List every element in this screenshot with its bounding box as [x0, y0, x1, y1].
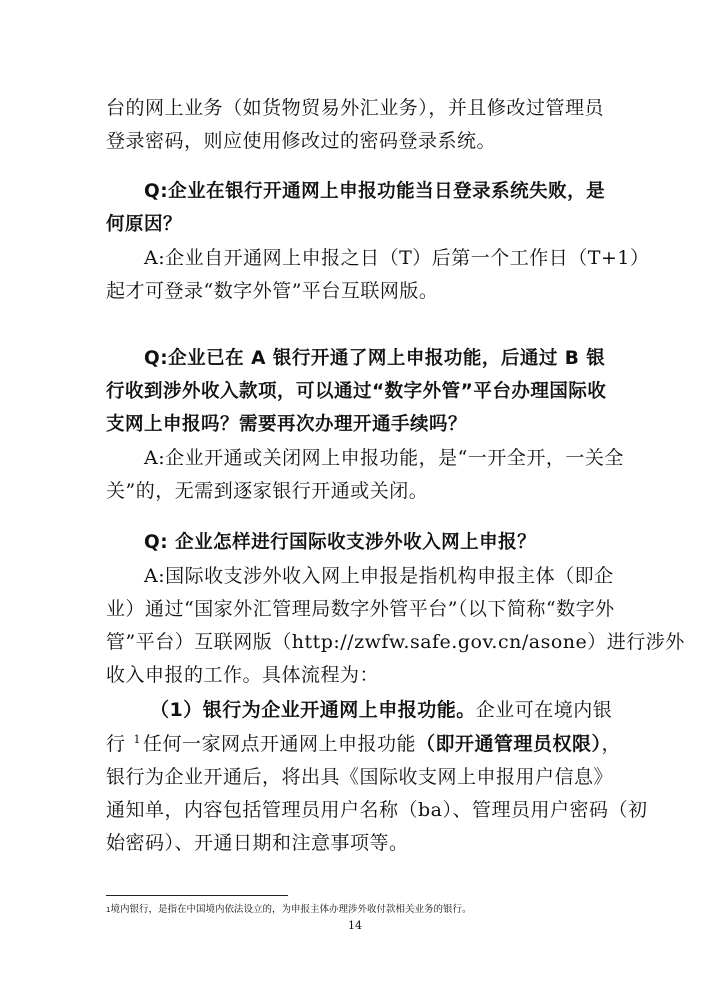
step-emphasis: （即开通管理员权限）	[416, 733, 602, 755]
question-heading: Q:企业在银行开通网上申报功能当日登录系统失败，是	[144, 181, 606, 202]
footnote-reference: 1	[133, 733, 142, 746]
question-heading: Q: 企业怎样进行国际收支涉外收入网上申报？	[144, 532, 537, 553]
step-line: 通知单，内容包括管理员用户名称（ba）、管理员用户密码（初	[106, 799, 648, 821]
question-heading: 何原因？	[106, 214, 183, 235]
step-title: （1）银行为企业开通网上申报功能。	[150, 699, 476, 721]
answer-line: A:企业自开通网上申报之日（T）后第一个工作日（T+1）	[144, 247, 650, 269]
answer-line: 业）通过“国家外汇管理局数字外管平台”（以下简称“数字外	[106, 598, 615, 620]
paragraph-line: 台的网上业务（如货物贸易外汇业务），并且修改过管理员	[106, 97, 604, 119]
paragraph-line: 登录密码，则应使用修改过的密码登录系统。	[106, 130, 497, 152]
step-text: 任何一家网点开通网上申报功能	[143, 733, 417, 755]
question-heading: Q:企业已在 A 银行开通了网上申报功能，后通过 B 银	[144, 348, 606, 369]
step-line: 始密码）、开通日期和注意事项等。	[106, 832, 409, 854]
step-text: 行	[106, 733, 126, 755]
answer-line: A:企业开通或关闭网上申报功能，是“一开全开，一关全	[144, 447, 624, 469]
step-text: 企业可在境内银	[475, 699, 613, 721]
question-heading: 行收到涉外收入款项，可以通过“数字外管”平台办理国际收	[106, 381, 607, 402]
step-line: 银行为企业开通后，将出具《国际收支网上申报用户信息》	[106, 766, 614, 788]
question-heading: 支网上申报吗？需要再次办理开通手续吗？	[106, 414, 468, 435]
footnote-text: 境内银行，是指在中国境内依法设立的，为申报主体办理涉外收付款相关业务的银行。	[110, 904, 472, 915]
answer-line: A:国际收支涉外收入网上申报是指机构申报主体（即企	[144, 565, 614, 587]
answer-line: 管”平台）互联网版（http://zwfw.safe.gov.cn/asone）进行涉外	[106, 631, 685, 653]
page-number: 14	[348, 919, 362, 932]
answer-line: 关”的，无需到逐家银行开通或关闭。	[106, 480, 429, 502]
answer-line: 收入申报的工作。具体流程为：	[106, 664, 380, 686]
step-line	[106, 732, 621, 756]
step-text: ，	[601, 733, 622, 755]
footnote-divider	[106, 895, 288, 896]
answer-line: 起才可登录“数字外管”平台互联网版。	[106, 280, 439, 302]
step-line	[150, 698, 612, 722]
footnote-marker: 1	[106, 906, 111, 914]
footnote	[106, 904, 471, 916]
